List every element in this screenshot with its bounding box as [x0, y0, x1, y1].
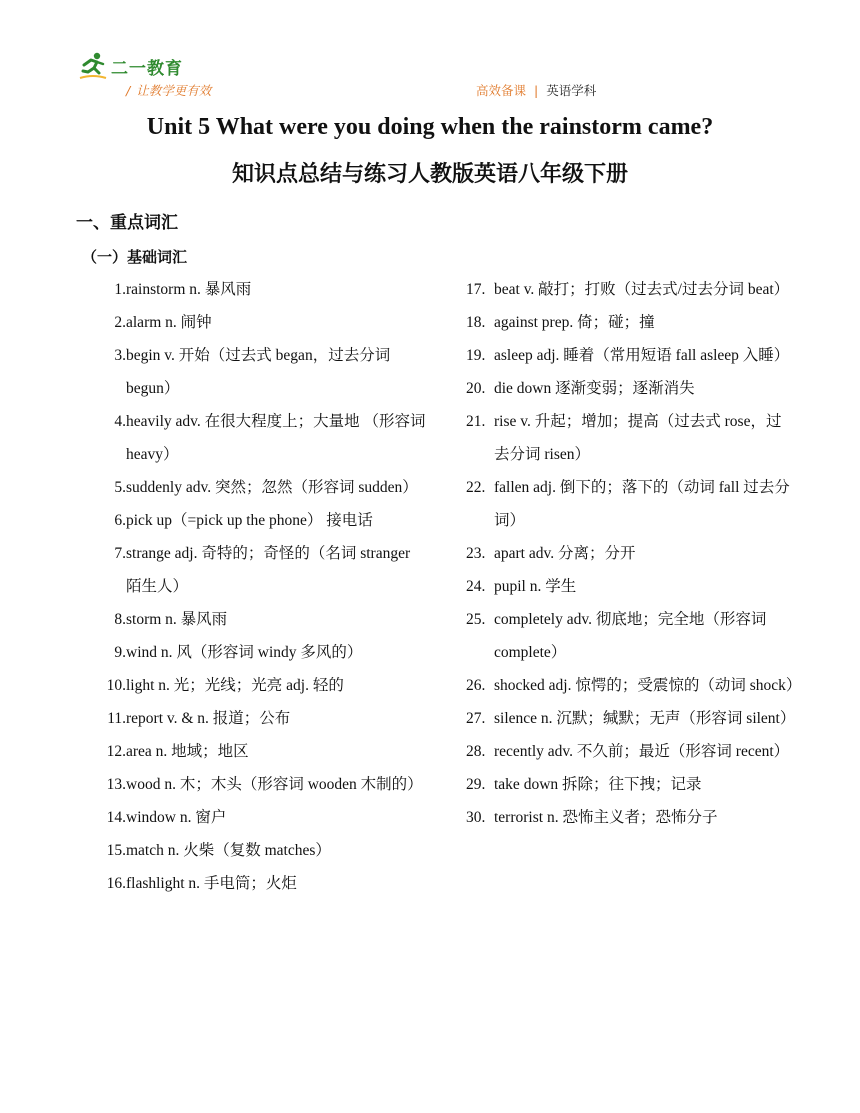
item-number: 17.: [466, 281, 486, 298]
brand-separator: |: [534, 83, 539, 98]
vocab-item: [96, 867, 426, 900]
item-text: wind n. 风（形容词 windy 多风的）: [126, 644, 363, 661]
item-text: silence n. 沉默；缄默；无声（形容词 silent）: [494, 710, 796, 727]
slogan-text: 让教学更有效: [136, 83, 212, 98]
vocab-item: [466, 306, 796, 339]
vocab-item: [96, 273, 426, 306]
item-text: fallen adj. 倒下的；落下的（动词 fall 过去分词）: [494, 479, 790, 529]
vocab-item: [466, 669, 802, 702]
vocab-item: [466, 372, 796, 405]
item-number: 27.: [466, 710, 486, 727]
section-heading: 一、重点词汇: [76, 213, 178, 233]
runner-logo-icon: [78, 51, 108, 81]
item-text: rainstorm n. 暴风雨: [126, 281, 252, 298]
item-text: flashlight n. 手电筒；火炬: [126, 875, 297, 892]
item-text: completely adv. 彻底地；完全地（形容词 complete）: [494, 611, 767, 661]
item-text: pupil n. 学生: [494, 578, 577, 595]
item-number: 18.: [466, 314, 486, 331]
item-number: 13.: [106, 776, 126, 793]
item-number: 2.: [114, 314, 126, 331]
item-number: 12.: [106, 743, 126, 760]
item-text: alarm n. 闹钟: [126, 314, 212, 331]
item-text: apart adv. 分离；分开: [494, 545, 636, 562]
item-number: 24.: [466, 578, 486, 595]
item-number: 14.: [106, 809, 126, 826]
vocab-item: [96, 471, 426, 504]
vocab-item: [96, 636, 426, 669]
vocab-item: [96, 405, 426, 471]
item-text: rise v. 升起；增加；提高（过去式 rose，过去分词 risen）: [494, 413, 782, 463]
vocab-item: [466, 801, 796, 834]
item-number: 25.: [466, 611, 486, 628]
item-text: storm n. 暴风雨: [126, 611, 228, 628]
item-text: pick up（=pick up the phone） 接电话: [126, 512, 373, 529]
title-english: Unit 5 What were you doing when the rainstorm came?: [146, 114, 714, 140]
item-text: window n. 窗户: [126, 809, 227, 826]
item-number: 20.: [466, 380, 486, 397]
item-text: begin v. 开始（过去式 began，过去分词 begun）: [126, 347, 391, 397]
item-number: 6.: [114, 512, 126, 529]
item-text: beat v. 敲打；打败（过去式/过去分词 beat）: [494, 281, 790, 298]
item-text: match n. 火柴（复数 matches）: [126, 842, 331, 859]
item-text: strange adj. 奇特的；奇怪的（名词 stranger 陌生人）: [126, 545, 411, 595]
vocab-item: [466, 702, 796, 735]
vocab-item: [96, 603, 426, 636]
item-number: 1.: [114, 281, 126, 298]
item-number: 3.: [114, 347, 126, 364]
brand-tag-subject: 英语学科: [546, 83, 597, 98]
vocab-item: [466, 603, 796, 669]
item-text: heavily adv. 在很大程度上；大量地 （形容词 heavy）: [126, 413, 426, 463]
item-number: 7.: [114, 545, 126, 562]
item-text: recently adv. 不久前；最近（形容词 recent）: [494, 743, 790, 760]
item-number: 5.: [114, 479, 126, 496]
item-number: 9.: [114, 644, 126, 661]
item-text: report v. & n. 报道；公布: [126, 710, 291, 727]
item-number: 10.: [106, 677, 126, 694]
item-text: shocked adj. 惊愕的；受震惊的（动词 shock）: [494, 677, 802, 694]
item-number: 23.: [466, 545, 486, 562]
item-number: 26.: [466, 677, 486, 694]
item-text: against prep. 倚；碰；撞: [494, 314, 655, 331]
vocab-list-left: [96, 273, 426, 900]
item-number: 30.: [466, 809, 486, 826]
vocab-list-right: [466, 273, 802, 834]
slash-divider: /: [126, 83, 131, 98]
item-number: 19.: [466, 347, 486, 364]
logo: [78, 50, 183, 82]
item-text: die down 逐渐变弱；逐渐消失: [494, 380, 695, 397]
item-text: take down 拆除；往下拽；记录: [494, 776, 702, 793]
vocab-item: [96, 834, 426, 867]
vocab-item: [466, 471, 796, 537]
logo-text: 二一教育: [111, 58, 183, 79]
vocab-item: [466, 339, 796, 372]
brand-tag-prep: 高效备课: [476, 83, 527, 98]
subsection-heading: （一）基础词汇: [82, 248, 188, 266]
vocab-item: [466, 405, 796, 471]
vocab-item: [466, 537, 796, 570]
item-text: wood n. 木；木头（形容词 wooden 木制的）: [126, 776, 423, 793]
item-number: 22.: [466, 479, 486, 496]
vocab-item: [96, 801, 426, 834]
vocab-item: [466, 768, 796, 801]
vocab-item: [96, 702, 426, 735]
vocab-item: [96, 735, 426, 768]
vocab-item: [96, 768, 426, 801]
page-header: [78, 50, 782, 102]
title-chinese: 知识点总结与练习人教版英语八年级下册: [231, 162, 628, 187]
item-text: terrorist n. 恐怖主义者；恐怖分子: [494, 809, 718, 826]
vocab-item: [96, 537, 426, 603]
item-number: 28.: [466, 743, 486, 760]
slogan: [126, 81, 211, 99]
item-number: 16.: [106, 875, 126, 892]
item-text: light n. 光；光线；光亮 adj. 轻的: [126, 677, 344, 694]
vocab-item: [96, 504, 426, 537]
item-number: 29.: [466, 776, 486, 793]
vocab-item: [466, 735, 796, 768]
item-number: 8.: [114, 611, 126, 628]
item-number: 21.: [466, 413, 486, 430]
item-number: 15.: [106, 842, 126, 859]
vocab-item: [96, 306, 426, 339]
item-number: 11.: [107, 710, 126, 727]
vocab-item: [466, 570, 796, 603]
vocab-item: [96, 339, 426, 405]
item-text: area n. 地域；地区: [126, 743, 249, 760]
item-text: suddenly adv. 突然；忽然（形容词 sudden）: [126, 479, 418, 496]
item-number: 4.: [114, 413, 126, 430]
item-text: asleep adj. 睡着（常用短语 fall asleep 入睡）: [494, 347, 790, 364]
vocab-item: [466, 273, 796, 306]
brand-tags: [476, 81, 596, 99]
vocab-item: [96, 669, 426, 702]
